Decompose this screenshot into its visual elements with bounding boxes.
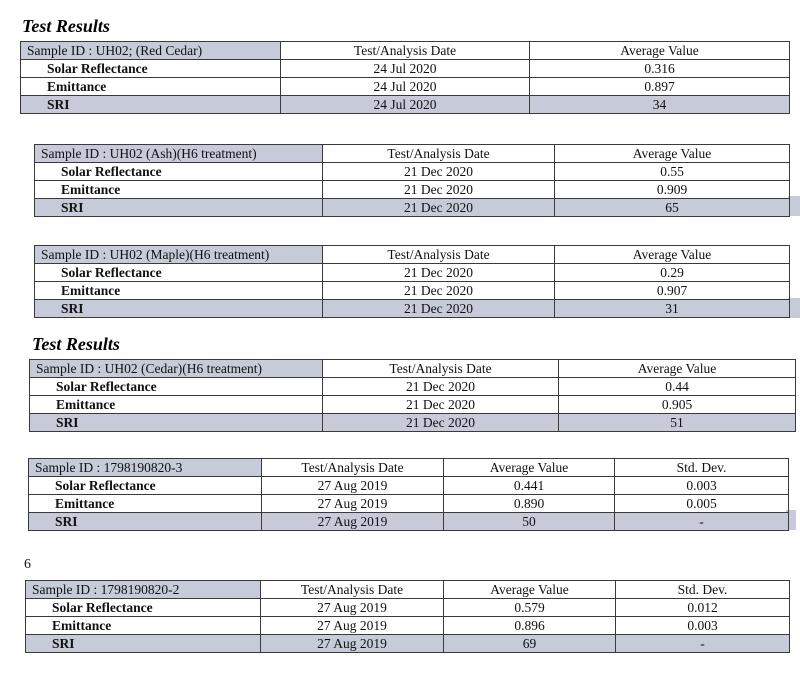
row-std-dev: 0.003	[616, 617, 790, 635]
row-std-dev: 0.012	[616, 599, 790, 617]
date-header: Test/Analysis Date	[262, 459, 444, 477]
date-header: Test/Analysis Date	[323, 145, 555, 163]
table-row	[35, 282, 790, 300]
row-std-dev: 0.003	[615, 477, 789, 495]
row-date: 24 Jul 2020	[281, 96, 530, 114]
row-date: 21 Dec 2020	[323, 300, 555, 318]
row-average: 69	[444, 635, 616, 653]
table-row	[21, 60, 790, 78]
row-average: 0.897	[530, 78, 790, 96]
row-average: 31	[555, 300, 790, 318]
table-row-sri	[26, 635, 790, 653]
table-row	[30, 378, 796, 396]
row-label: Emittance	[26, 617, 261, 635]
table-header-row	[35, 246, 790, 264]
row-date: 21 Dec 2020	[323, 414, 559, 432]
section-heading: Test Results	[32, 334, 120, 354]
table-row-sri	[35, 199, 790, 217]
row-label: SRI	[30, 414, 323, 432]
results-table-red-cedar	[20, 41, 790, 114]
table-row-sri	[35, 300, 790, 318]
row-date: 27 Aug 2019	[262, 495, 444, 513]
row-label: SRI	[35, 300, 323, 318]
std-dev-header: Std. Dev.	[616, 581, 790, 599]
sample-id: Sample ID : UH02 (Maple)(H6 treatment)	[35, 246, 323, 264]
row-label: Emittance	[35, 282, 323, 300]
table-header-row	[26, 581, 790, 599]
sample-id: Sample ID : UH02; (Red Cedar)	[21, 42, 281, 60]
row-average: 0.905	[559, 396, 796, 414]
row-average: 0.907	[555, 282, 790, 300]
section-heading: Test Results	[22, 16, 110, 36]
row-date: 27 Aug 2019	[261, 635, 444, 653]
row-label: Emittance	[35, 181, 323, 199]
row-average: 0.896	[444, 617, 616, 635]
table-header-row	[35, 145, 790, 163]
row-date: 21 Dec 2020	[323, 199, 555, 217]
row-average: 0.29	[555, 264, 790, 282]
row-std-dev: -	[615, 513, 789, 531]
average-header: Average Value	[555, 145, 790, 163]
row-label: SRI	[21, 96, 281, 114]
table-row-sri	[21, 96, 790, 114]
page-number: 6	[24, 557, 31, 572]
row-date: 24 Jul 2020	[281, 78, 530, 96]
row-average: 0.316	[530, 60, 790, 78]
table-header-row	[29, 459, 789, 477]
row-label: Emittance	[30, 396, 323, 414]
row-average: 0.890	[444, 495, 615, 513]
row-date: 27 Aug 2019	[262, 477, 444, 495]
row-date: 21 Dec 2020	[323, 282, 555, 300]
row-label: SRI	[35, 199, 323, 217]
row-std-dev: -	[616, 635, 790, 653]
date-header: Test/Analysis Date	[323, 360, 559, 378]
row-date: 21 Dec 2020	[323, 181, 555, 199]
table-row-sri	[29, 513, 789, 531]
row-average: 0.55	[555, 163, 790, 181]
row-date: 21 Dec 2020	[323, 396, 559, 414]
row-average: 0.441	[444, 477, 615, 495]
row-date: 27 Aug 2019	[261, 617, 444, 635]
row-label: SRI	[26, 635, 261, 653]
table-row	[26, 599, 790, 617]
sample-id: Sample ID : UH02 (Ash)(H6 treatment)	[35, 145, 323, 163]
row-average: 65	[555, 199, 790, 217]
row-date: 27 Aug 2019	[262, 513, 444, 531]
row-label: Emittance	[21, 78, 281, 96]
table-row	[30, 396, 796, 414]
average-header: Average Value	[555, 246, 790, 264]
sample-id: Sample ID : 1798190820-2	[26, 581, 261, 599]
row-date: 27 Aug 2019	[261, 599, 444, 617]
row-date: 21 Dec 2020	[323, 378, 559, 396]
average-header: Average Value	[530, 42, 790, 60]
table-row	[21, 78, 790, 96]
row-label: Solar Reflectance	[30, 378, 323, 396]
sample-id: Sample ID : 1798190820-3	[29, 459, 262, 477]
table-row	[35, 163, 790, 181]
row-label: Solar Reflectance	[26, 599, 261, 617]
row-label: Solar Reflectance	[35, 264, 323, 282]
row-average: 0.44	[559, 378, 796, 396]
row-label: Solar Reflectance	[29, 477, 262, 495]
date-header: Test/Analysis Date	[323, 246, 555, 264]
row-label: SRI	[29, 513, 262, 531]
row-average: 0.579	[444, 599, 616, 617]
table-row	[26, 617, 790, 635]
table-row-sri	[30, 414, 796, 432]
table-row	[29, 477, 789, 495]
results-table-cedar	[29, 359, 796, 432]
row-date: 24 Jul 2020	[281, 60, 530, 78]
date-header: Test/Analysis Date	[261, 581, 444, 599]
row-average: 0.909	[555, 181, 790, 199]
row-date: 21 Dec 2020	[323, 264, 555, 282]
results-table-1798190820-2	[25, 580, 790, 653]
row-label: Solar Reflectance	[21, 60, 281, 78]
results-table-maple	[34, 245, 790, 318]
table-row	[29, 495, 789, 513]
row-label: Solar Reflectance	[35, 163, 323, 181]
table-header-row	[21, 42, 790, 60]
std-dev-header: Std. Dev.	[615, 459, 789, 477]
results-table-ash	[34, 144, 790, 217]
average-header: Average Value	[559, 360, 796, 378]
average-header: Average Value	[444, 581, 616, 599]
table-row	[35, 181, 790, 199]
row-average: 51	[559, 414, 796, 432]
row-std-dev: 0.005	[615, 495, 789, 513]
results-table-1798190820-3	[28, 458, 789, 531]
date-header: Test/Analysis Date	[281, 42, 530, 60]
sample-id: Sample ID : UH02 (Cedar)(H6 treatment)	[30, 360, 323, 378]
row-date: 21 Dec 2020	[323, 163, 555, 181]
average-header: Average Value	[444, 459, 615, 477]
table-row	[35, 264, 790, 282]
table-header-row	[30, 360, 796, 378]
row-average: 34	[530, 96, 790, 114]
row-average: 50	[444, 513, 615, 531]
row-label: Emittance	[29, 495, 262, 513]
